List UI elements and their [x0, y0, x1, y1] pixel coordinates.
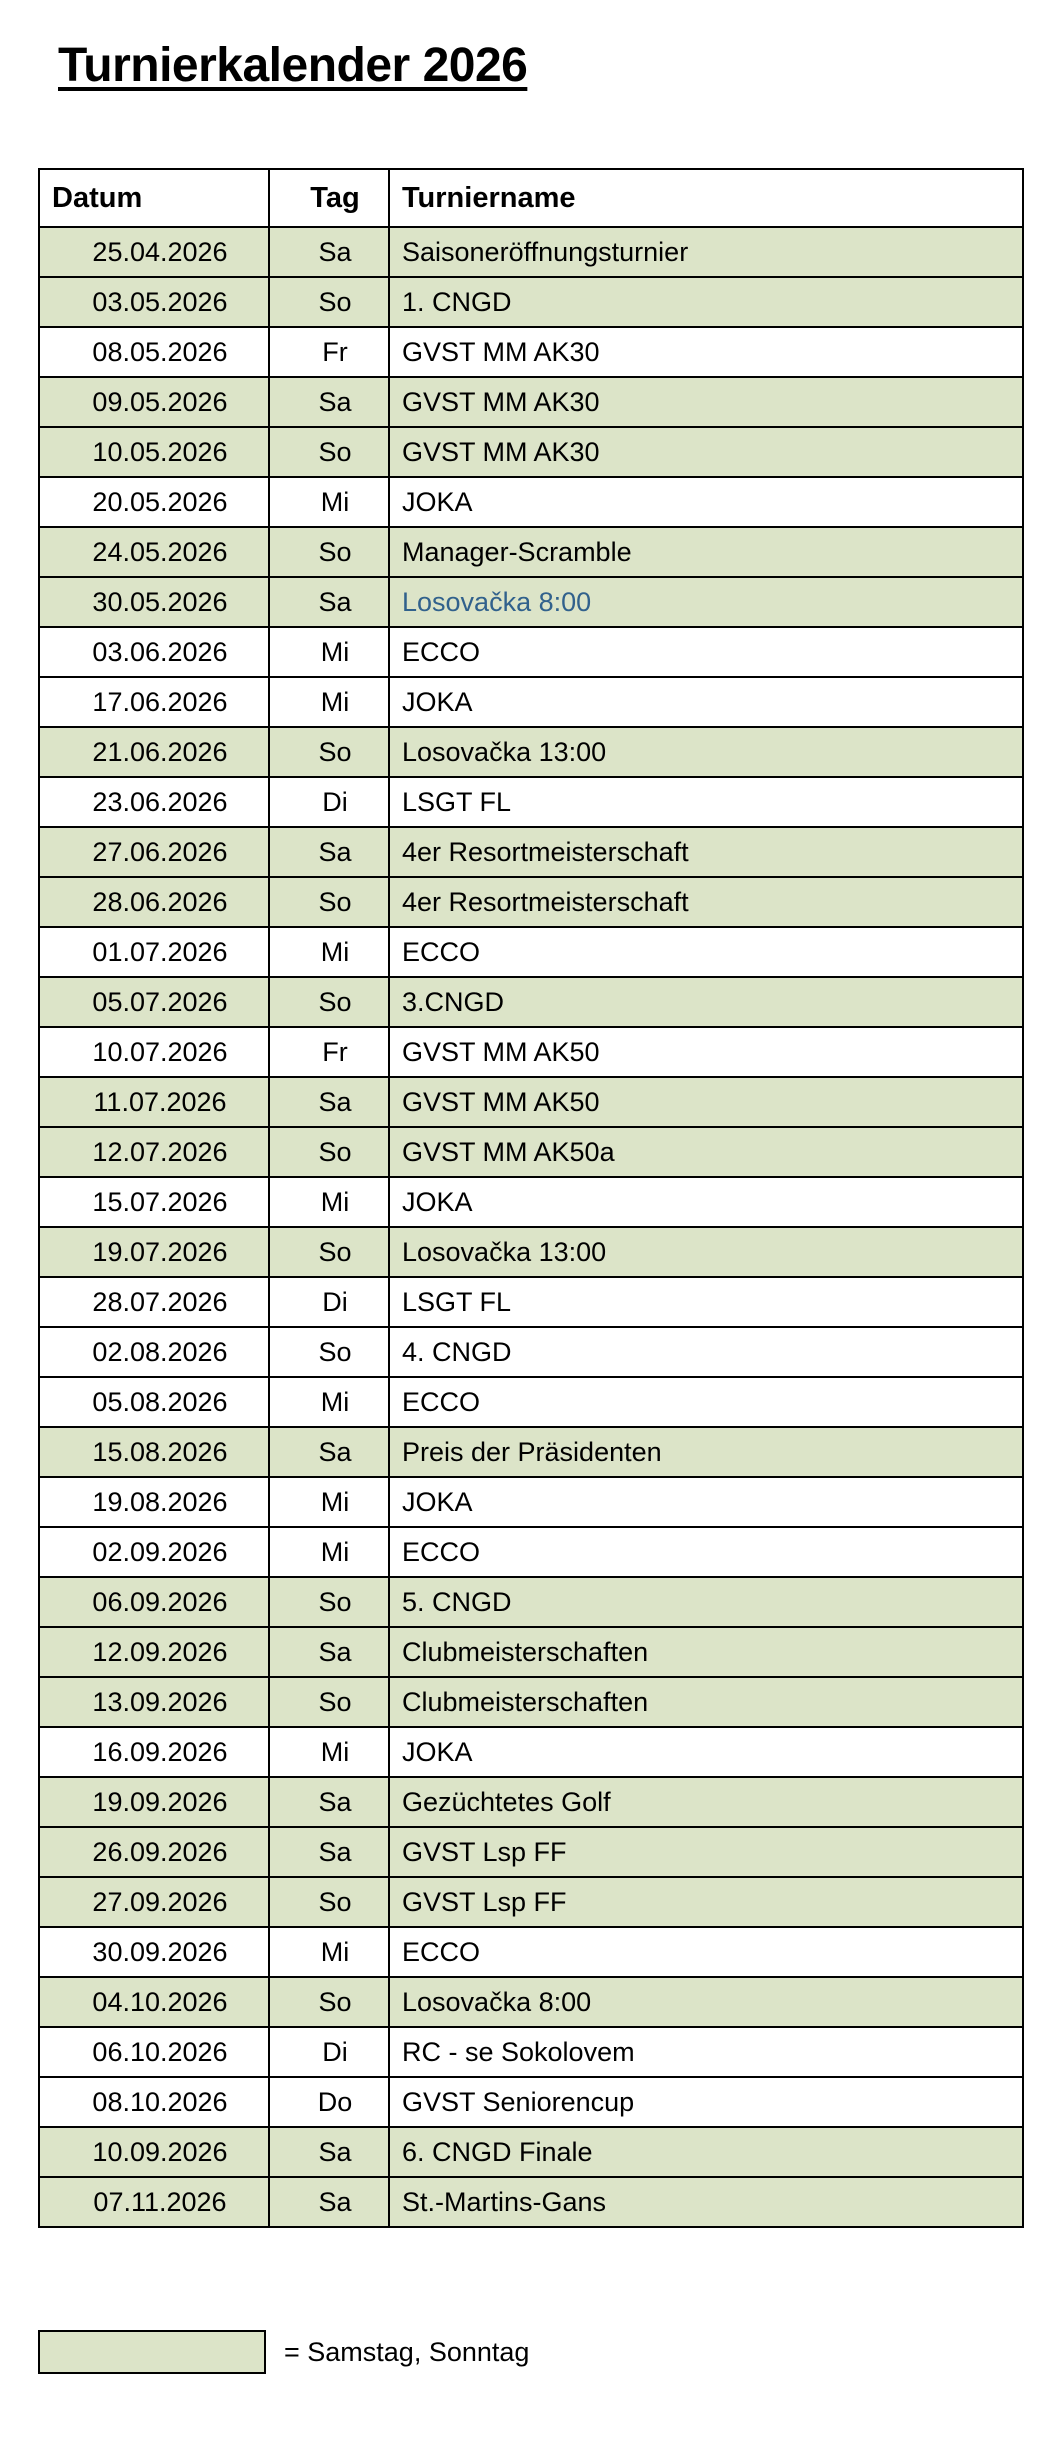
cell-day: Sa	[269, 577, 389, 627]
cell-tournament-name: GVST Lsp FF	[389, 1877, 1023, 1927]
cell-tournament-name: GVST MM AK50a	[389, 1127, 1023, 1177]
table-row	[39, 1927, 1023, 1977]
table-row	[39, 1077, 1023, 1127]
cell-day: Fr	[269, 327, 389, 377]
table-row	[39, 277, 1023, 327]
cell-day: Mi	[269, 1477, 389, 1527]
table-row	[39, 1527, 1023, 1577]
cell-day: So	[269, 877, 389, 927]
cell-tournament-name: ECCO	[389, 627, 1023, 677]
cell-date: 21.06.2026	[39, 727, 269, 777]
cell-date: 05.08.2026	[39, 1377, 269, 1427]
cell-day: So	[269, 277, 389, 327]
cell-date: 24.05.2026	[39, 527, 269, 577]
table-row	[39, 1677, 1023, 1727]
cell-date: 08.05.2026	[39, 327, 269, 377]
table-row	[39, 1177, 1023, 1227]
cell-day: So	[269, 977, 389, 1027]
cell-day: Sa	[269, 2177, 389, 2227]
cell-day: So	[269, 527, 389, 577]
cell-tournament-name: Saisoneröffnungsturnier	[389, 227, 1023, 277]
cell-date: 27.09.2026	[39, 1877, 269, 1927]
table-row	[39, 1977, 1023, 2027]
cell-date: 19.09.2026	[39, 1777, 269, 1827]
cell-day: Mi	[269, 1927, 389, 1977]
cell-day: Sa	[269, 377, 389, 427]
cell-date: 01.07.2026	[39, 927, 269, 977]
cell-day: Mi	[269, 477, 389, 527]
cell-day: Sa	[269, 1427, 389, 1477]
cell-day: Sa	[269, 2127, 389, 2177]
cell-tournament-name: JOKA	[389, 477, 1023, 527]
column-header-name: Turniername	[389, 169, 1023, 227]
cell-day: Mi	[269, 927, 389, 977]
cell-tournament-name: JOKA	[389, 1727, 1023, 1777]
cell-tournament-name: GVST MM AK30	[389, 377, 1023, 427]
cell-tournament-name: Losovačka 13:00	[389, 727, 1023, 777]
cell-day: Mi	[269, 677, 389, 727]
cell-date: 06.09.2026	[39, 1577, 269, 1627]
cell-day: So	[269, 1577, 389, 1627]
cell-date: 15.07.2026	[39, 1177, 269, 1227]
cell-date: 02.09.2026	[39, 1527, 269, 1577]
table-row	[39, 1427, 1023, 1477]
cell-tournament-name: ECCO	[389, 927, 1023, 977]
cell-date: 28.06.2026	[39, 877, 269, 927]
table-row	[39, 977, 1023, 1027]
cell-date: 07.11.2026	[39, 2177, 269, 2227]
cell-tournament-name: St.-Martins-Gans	[389, 2177, 1023, 2227]
table-row	[39, 1827, 1023, 1877]
table-row	[39, 1477, 1023, 1527]
cell-date: 30.09.2026	[39, 1927, 269, 1977]
cell-date: 27.06.2026	[39, 827, 269, 877]
cell-tournament-name: LSGT FL	[389, 777, 1023, 827]
cell-day: Mi	[269, 1377, 389, 1427]
cell-day: Sa	[269, 1627, 389, 1677]
cell-tournament-name: GVST MM AK50	[389, 1027, 1023, 1077]
cell-day: Mi	[269, 1527, 389, 1577]
cell-date: 03.05.2026	[39, 277, 269, 327]
table-body	[39, 227, 1023, 2227]
cell-date: 25.04.2026	[39, 227, 269, 277]
table-row	[39, 527, 1023, 577]
cell-date: 09.05.2026	[39, 377, 269, 427]
cell-tournament-name: GVST MM AK30	[389, 327, 1023, 377]
cell-date: 13.09.2026	[39, 1677, 269, 1727]
cell-day: Sa	[269, 227, 389, 277]
cell-tournament-name: ECCO	[389, 1377, 1023, 1427]
cell-day: Sa	[269, 1077, 389, 1127]
cell-date: 10.07.2026	[39, 1027, 269, 1077]
cell-day: So	[269, 1677, 389, 1727]
cell-date: 02.08.2026	[39, 1327, 269, 1377]
cell-date: 11.07.2026	[39, 1077, 269, 1127]
cell-date: 05.07.2026	[39, 977, 269, 1027]
cell-day: So	[269, 1227, 389, 1277]
cell-day: Sa	[269, 827, 389, 877]
cell-tournament-name: GVST MM AK50	[389, 1077, 1023, 1127]
cell-date: 19.08.2026	[39, 1477, 269, 1527]
cell-date: 28.07.2026	[39, 1277, 269, 1327]
cell-tournament-name: Clubmeisterschaften	[389, 1627, 1023, 1677]
cell-date: 20.05.2026	[39, 477, 269, 527]
cell-date: 06.10.2026	[39, 2027, 269, 2077]
cell-day: Do	[269, 2077, 389, 2127]
table-row	[39, 1027, 1023, 1077]
cell-tournament-name: GVST Seniorencup	[389, 2077, 1023, 2127]
cell-day: So	[269, 427, 389, 477]
cell-date: 30.05.2026	[39, 577, 269, 627]
table-row	[39, 1727, 1023, 1777]
cell-day: Di	[269, 2027, 389, 2077]
table-row	[39, 1327, 1023, 1377]
column-header-date: Datum	[39, 169, 269, 227]
table-row	[39, 427, 1023, 477]
cell-tournament-name: ECCO	[389, 1527, 1023, 1577]
cell-day: Mi	[269, 1177, 389, 1227]
cell-date: 23.06.2026	[39, 777, 269, 827]
cell-tournament-name: 4er Resortmeisterschaft	[389, 827, 1023, 877]
table-row	[39, 2027, 1023, 2077]
column-header-day: Tag	[269, 169, 389, 227]
cell-tournament-name: GVST Lsp FF	[389, 1827, 1023, 1877]
tournament-calendar-table	[38, 168, 1024, 2228]
cell-date: 08.10.2026	[39, 2077, 269, 2127]
table-row	[39, 1227, 1023, 1277]
cell-date: 17.06.2026	[39, 677, 269, 727]
cell-tournament-name: Losovačka 8:00	[389, 577, 1023, 627]
legend-color-swatch	[38, 2330, 266, 2374]
cell-day: Di	[269, 1277, 389, 1327]
table-row	[39, 1877, 1023, 1927]
cell-day: So	[269, 1327, 389, 1377]
cell-date: 15.08.2026	[39, 1427, 269, 1477]
table-row	[39, 577, 1023, 627]
cell-day: Mi	[269, 627, 389, 677]
cell-tournament-name: 4. CNGD	[389, 1327, 1023, 1377]
cell-date: 12.07.2026	[39, 1127, 269, 1177]
cell-day: Di	[269, 777, 389, 827]
cell-tournament-name: 5. CNGD	[389, 1577, 1023, 1627]
cell-tournament-name: ECCO	[389, 1927, 1023, 1977]
table-row	[39, 377, 1023, 427]
cell-tournament-name: GVST MM AK30	[389, 427, 1023, 477]
cell-date: 26.09.2026	[39, 1827, 269, 1877]
cell-tournament-name: Clubmeisterschaften	[389, 1677, 1023, 1727]
table-row	[39, 927, 1023, 977]
cell-tournament-name: 3.CNGD	[389, 977, 1023, 1027]
cell-date: 10.09.2026	[39, 2127, 269, 2177]
cell-tournament-name: JOKA	[389, 677, 1023, 727]
cell-tournament-name: 1. CNGD	[389, 277, 1023, 327]
cell-day: So	[269, 1877, 389, 1927]
table-row	[39, 327, 1023, 377]
cell-tournament-name: Gezüchtetes Golf	[389, 1777, 1023, 1827]
cell-date: 19.07.2026	[39, 1227, 269, 1277]
cell-day: So	[269, 727, 389, 777]
cell-day: Sa	[269, 1777, 389, 1827]
page-title: Turnierkalender 2026	[58, 39, 528, 92]
cell-tournament-name: Preis der Präsidenten	[389, 1427, 1023, 1477]
table-row	[39, 1377, 1023, 1427]
table-row	[39, 677, 1023, 727]
table-header-row	[39, 169, 1023, 227]
cell-day: Sa	[269, 1827, 389, 1877]
legend-label: = Samstag, Sonntag	[284, 2336, 530, 2367]
cell-tournament-name: 6. CNGD Finale	[389, 2127, 1023, 2177]
cell-date: 16.09.2026	[39, 1727, 269, 1777]
cell-tournament-name: 4er Resortmeisterschaft	[389, 877, 1023, 927]
table-row	[39, 877, 1023, 927]
cell-tournament-name: JOKA	[389, 1477, 1023, 1527]
cell-date: 03.06.2026	[39, 627, 269, 677]
cell-tournament-name: RC - se Sokolovem	[389, 2027, 1023, 2077]
cell-tournament-name: JOKA	[389, 1177, 1023, 1227]
table-row	[39, 2127, 1023, 2177]
table-row	[39, 2177, 1023, 2227]
table-row	[39, 1277, 1023, 1327]
table-row	[39, 2077, 1023, 2127]
table-row	[39, 1127, 1023, 1177]
table-row	[39, 727, 1023, 777]
table-row	[39, 1777, 1023, 1827]
legend	[38, 2330, 529, 2374]
table-row	[39, 777, 1023, 827]
cell-day: Fr	[269, 1027, 389, 1077]
table-row	[39, 1627, 1023, 1677]
table-row	[39, 477, 1023, 527]
cell-day: Mi	[269, 1727, 389, 1777]
cell-tournament-name: Losovačka 8:00	[389, 1977, 1023, 2027]
cell-day: So	[269, 1977, 389, 2027]
table-row	[39, 227, 1023, 277]
cell-date: 04.10.2026	[39, 1977, 269, 2027]
cell-tournament-name: LSGT FL	[389, 1277, 1023, 1327]
cell-tournament-name: Losovačka 13:00	[389, 1227, 1023, 1277]
table-row	[39, 1577, 1023, 1627]
cell-date: 10.05.2026	[39, 427, 269, 477]
table-row	[39, 827, 1023, 877]
cell-day: So	[269, 1127, 389, 1177]
table-row	[39, 627, 1023, 677]
cell-date: 12.09.2026	[39, 1627, 269, 1677]
cell-tournament-name: Manager-Scramble	[389, 527, 1023, 577]
